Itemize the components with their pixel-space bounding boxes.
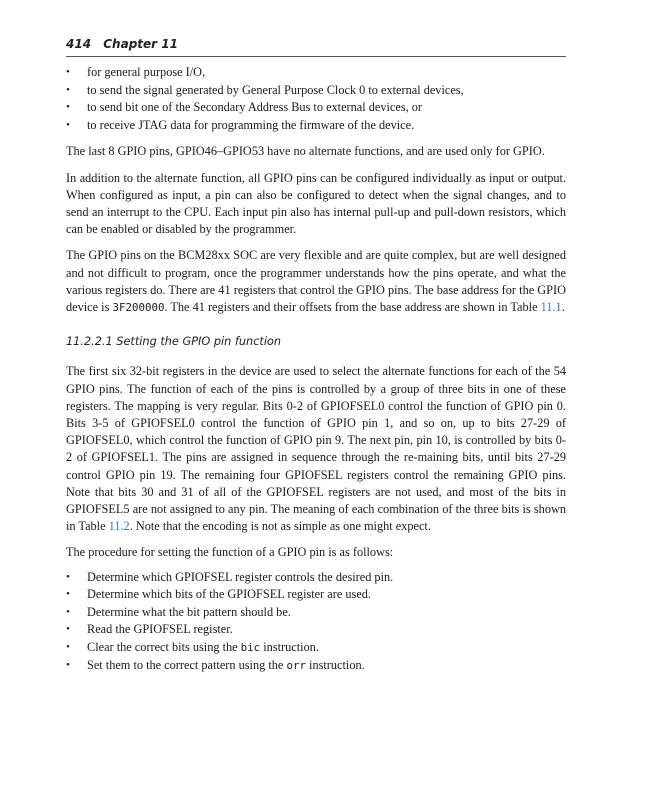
list-text: instruction. [305, 657, 365, 672]
list-item: • Read the GPIOFSEL register. [66, 621, 566, 639]
procedure-list [66, 569, 566, 675]
list-text: Set them to the correct pattern using the [87, 657, 287, 672]
running-header [66, 36, 566, 57]
paragraph-configuration: In addition to the alternate function, all GPIO pins can be configured individually as input or output. When configured as input, a pin can also be configured to detect when the signal changes, and to send an interrupt to the CPU. Each input pin also has internal pull-up and pull-down resistors, which can be enabled or disabled by the programmer. [66, 170, 566, 237]
section-heading: 11.2.2.1 Setting the GPIO pin function [66, 335, 282, 349]
paragraph-text: The GPIO pins on the BCM28xx SOC are very flexible and are quite complex, but are well designed and not difficult to program, once the programmer understands how the pins operate, and what the various registers do. There are 41 registers that control the GPIO pins. The base address for the GPIO device is [66, 248, 566, 314]
orr-instruction-code: orr [286, 658, 306, 672]
list-item: • to send the signal generated by General Purpose Clock 0 to external devices, [66, 82, 566, 100]
alt-function-list [66, 64, 566, 134]
paragraph-fsel-registers [66, 363, 566, 535]
list-item [66, 639, 566, 657]
list-item: • for general purpose I/O, [66, 64, 566, 82]
list-item: • Determine what the bit pattern should be. [66, 604, 566, 622]
page-body [66, 64, 566, 674]
list-item: • to send bit one of the Secondary Address Bus to external devices, or [66, 99, 566, 117]
base-address-code: 3F200000 [112, 301, 165, 314]
table-reference-link[interactable]: 11.2 [108, 519, 130, 534]
page-number: 414 [66, 37, 92, 51]
list-item: • to receive JTAG data for programming the firmware of the device. [66, 117, 566, 135]
table-reference-link[interactable]: 11.1 [540, 300, 562, 314]
list-item [66, 657, 566, 675]
list-item: • Determine which GPIOFSEL register controls the desired pin. [66, 569, 566, 587]
paragraph-text: . The 41 registers and their offsets from the base address are shown in Table [164, 300, 541, 314]
list-item: • Determine which bits of the GPIOFSEL register are used. [66, 586, 566, 604]
list-text: instruction. [260, 640, 319, 655]
paragraph-text: The first six 32-bit registers in the device are used to select the alternate functions for each of the 54 GPIO pins. The function of each of the pins is controlled by a group of three bits in one of these registers. The mapping is very regular. Bits 0-2 of GPIOFSEL0 control the function of GPIO pin 0. Bits 3-5 of GPIOFSEL0 control the function of GPIO pin 1, and so on, up to bits 27-29 of GPIOFSEL0, which control the function of GPIO pin 9. The next pin, pin 10, is controlled by bits 0-2 of GPIOFSEL1. The pins are assigned in sequence through the re-maining bits, until bits 27-29 control GPIO pin 19. The remaining four GPIOFSEL registers control the remaining GPIO pins. Note that bits 30 and 31 of all of the GPIOFSEL registers are not used, and most of the bits in GPIOFSEL5 are not assigned to any pin. The meaning of each combination of the three bits is shown in Table [66, 364, 566, 534]
paragraph-text: . [561, 300, 565, 314]
paragraph-procedure-intro: The procedure for setting the function of a GPIO pin is as follows: [66, 545, 394, 560]
list-text: Clear the correct bits using the [87, 640, 241, 655]
paragraph-text: . Note that the encoding is not as simple as one might expect. [129, 519, 431, 534]
chapter-title: Chapter 11 [103, 37, 178, 51]
paragraph-last-8-pins: The last 8 GPIO pins, GPIO46–GPIO53 have no alternate functions, and are used only for GPIO. [66, 144, 545, 159]
paragraph-gpio-overview [66, 247, 566, 316]
bic-instruction-code: bic [240, 641, 261, 655]
